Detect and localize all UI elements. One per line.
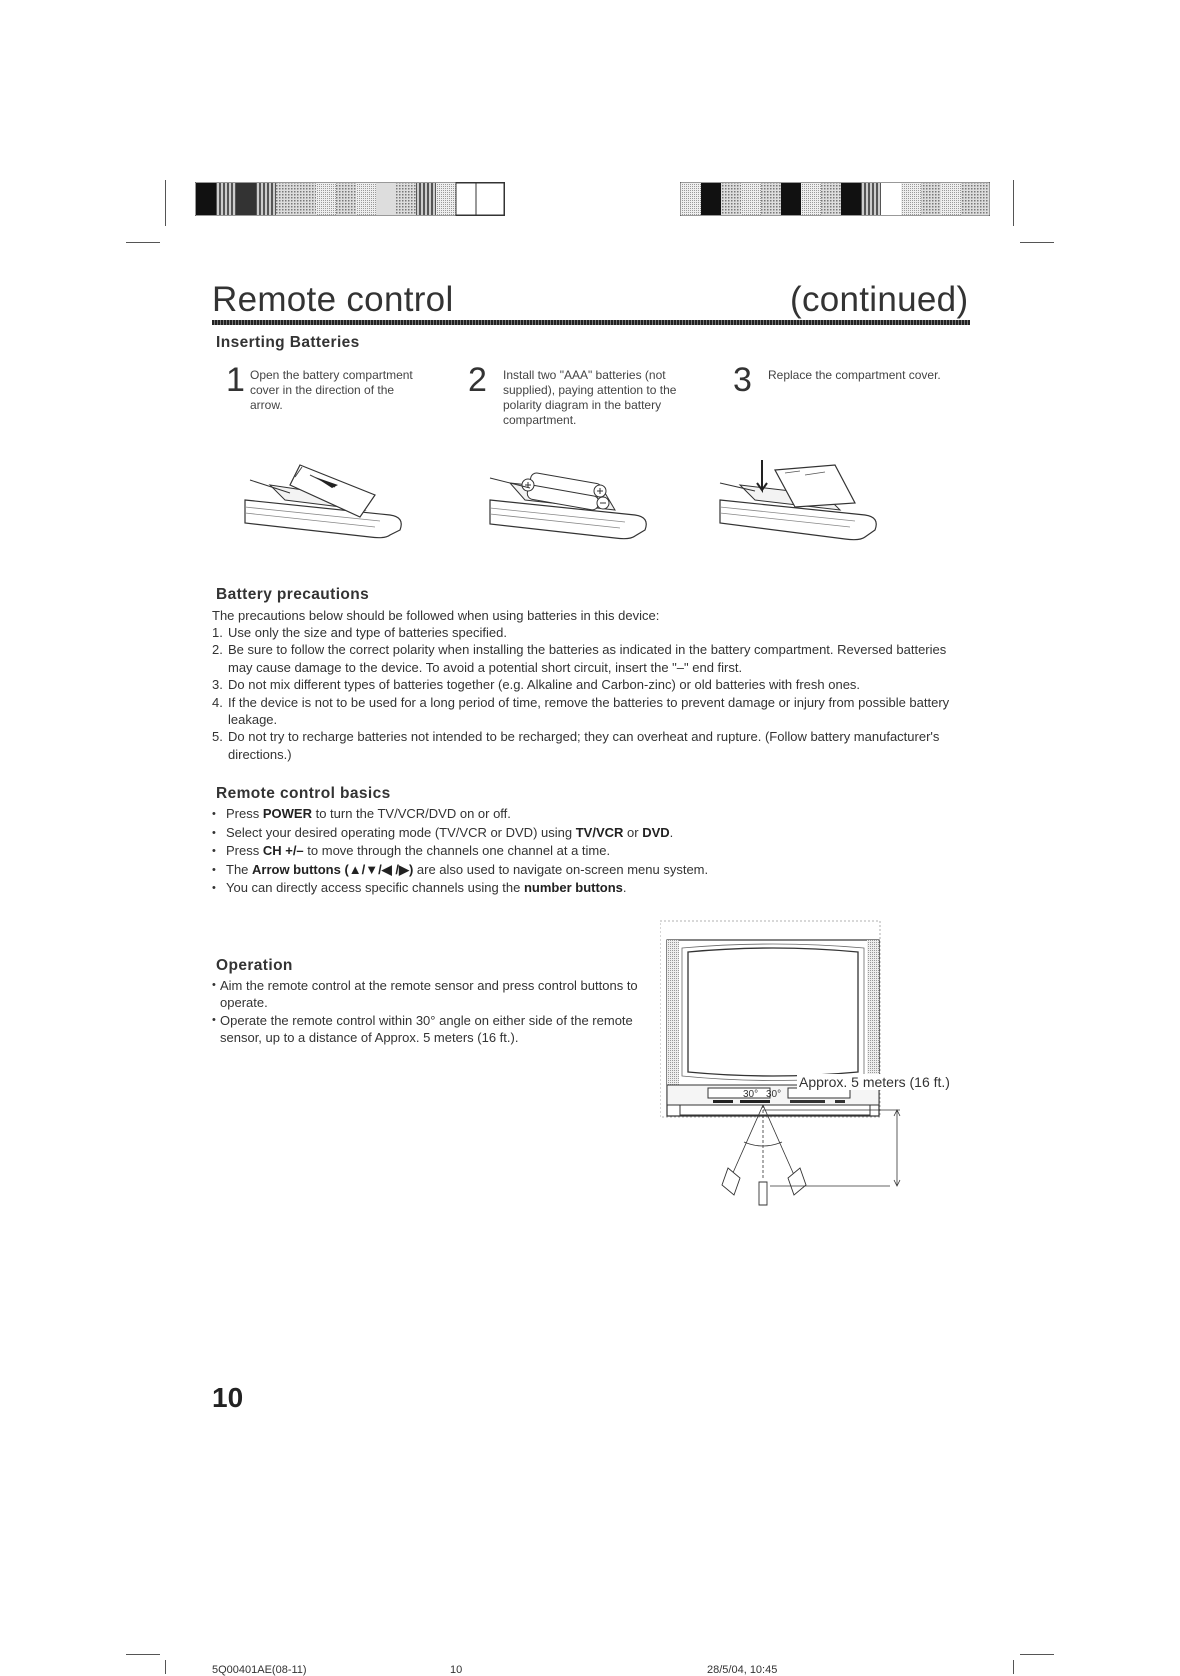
step-number-3: 3 bbox=[733, 361, 752, 399]
crop-mark bbox=[1013, 180, 1014, 226]
precautions-intro: The precautions below should be followed when using batteries in this device: bbox=[212, 608, 660, 623]
crop-mark bbox=[126, 242, 160, 243]
list-item: • Press POWER to turn the TV/VCR/DVD on or off. bbox=[212, 806, 511, 821]
list-item: 3. Do not mix different types of batteries together (e.g. Alkaline and Carbon-zinc) or old batteries with fresh ones. bbox=[212, 677, 861, 693]
step-text-1: Open the battery compartment cover in the direction of the arrow. bbox=[250, 368, 413, 412]
crop-mark bbox=[165, 180, 166, 226]
list-item: • Operate the remote control within 30° angle on either side of the remote sensor, up to a distance of Approx. 5 meters (16 ft.). bbox=[212, 1012, 633, 1046]
page-title-continued: (continued) bbox=[790, 280, 969, 319]
list-item: • Press CH +/– to move through the channels one channel at a time. bbox=[212, 843, 611, 858]
crop-mark bbox=[1020, 242, 1054, 243]
operation-list bbox=[212, 977, 657, 1047]
list-item: 4. If the device is not to be used for a long period of time, remove the batteries to prevent damage or injury from possible battery leakage. bbox=[212, 694, 950, 728]
crop-mark bbox=[1020, 1654, 1054, 1655]
list-item: • The Arrow buttons (▲/▼/◀ /▶) are also used to navigate on-screen menu system. bbox=[212, 861, 709, 877]
list-item: • Select your desired operating mode (TV/VCR or DVD) using TV/VCR or DVD. bbox=[212, 824, 674, 840]
title-rule bbox=[212, 320, 970, 325]
distance-label: Approx. 5 meters (16 ft.) bbox=[799, 1074, 950, 1090]
remote-basics-heading: Remote control basics bbox=[216, 785, 391, 802]
crop-mark bbox=[126, 1654, 160, 1655]
list-item: • You can directly access specific channels using the number buttons. bbox=[212, 880, 627, 895]
footer-page: 10 bbox=[450, 1664, 463, 1676]
list-item: • Aim the remote control at the remote sensor and press control buttons to operate. bbox=[212, 978, 638, 1011]
step-text-3: Replace the compartment cover. bbox=[768, 368, 941, 382]
page-number: 10 bbox=[212, 1382, 244, 1413]
angle-label-left: 30° bbox=[743, 1089, 759, 1100]
crop-mark bbox=[165, 1660, 166, 1674]
step-text-2: Install two "AAA" batteries (not supplied), paying attention to the polarity diagram in the battery compartment. bbox=[503, 368, 677, 427]
step-number-2: 2 bbox=[468, 361, 487, 399]
remote-basics-list bbox=[212, 805, 972, 898]
calibration-bar-right bbox=[680, 182, 990, 216]
inserting-batteries-heading: Inserting Batteries bbox=[216, 334, 360, 351]
operation-heading: Operation bbox=[216, 957, 293, 974]
list-item: 2. Be sure to follow the correct polarity when installing the batteries as indicated in the battery compartment. Reversed batteries may cause damage to the device. To avoid a potential short circuit, insert the "–" end first. bbox=[212, 642, 947, 675]
remote-install-batteries-illustration bbox=[485, 458, 665, 548]
crop-mark bbox=[1013, 1660, 1014, 1674]
footer-code: 5Q00401AE(08-11) bbox=[212, 1664, 307, 1676]
list-item: 1. Use only the size and type of batteries specified. bbox=[212, 625, 507, 640]
calibration-bar-left bbox=[195, 182, 505, 216]
footer-datetime: 28/5/04, 10:45 bbox=[707, 1664, 778, 1676]
remote-open-cover-illustration bbox=[240, 455, 420, 545]
precautions-list bbox=[212, 624, 972, 763]
step-number-1: 1 bbox=[226, 361, 245, 399]
tv-remote-range-diagram bbox=[660, 920, 960, 1210]
angle-label-right: 30° bbox=[766, 1089, 782, 1100]
battery-precautions-heading: Battery precautions bbox=[216, 586, 370, 603]
list-item: 5. Do not try to recharge batteries not intended to be recharged; they can overheat and rupture. (Follow battery manufacturer's directions.) bbox=[212, 729, 940, 762]
page-title: Remote control bbox=[212, 280, 454, 319]
remote-replace-cover-illustration bbox=[715, 455, 895, 550]
